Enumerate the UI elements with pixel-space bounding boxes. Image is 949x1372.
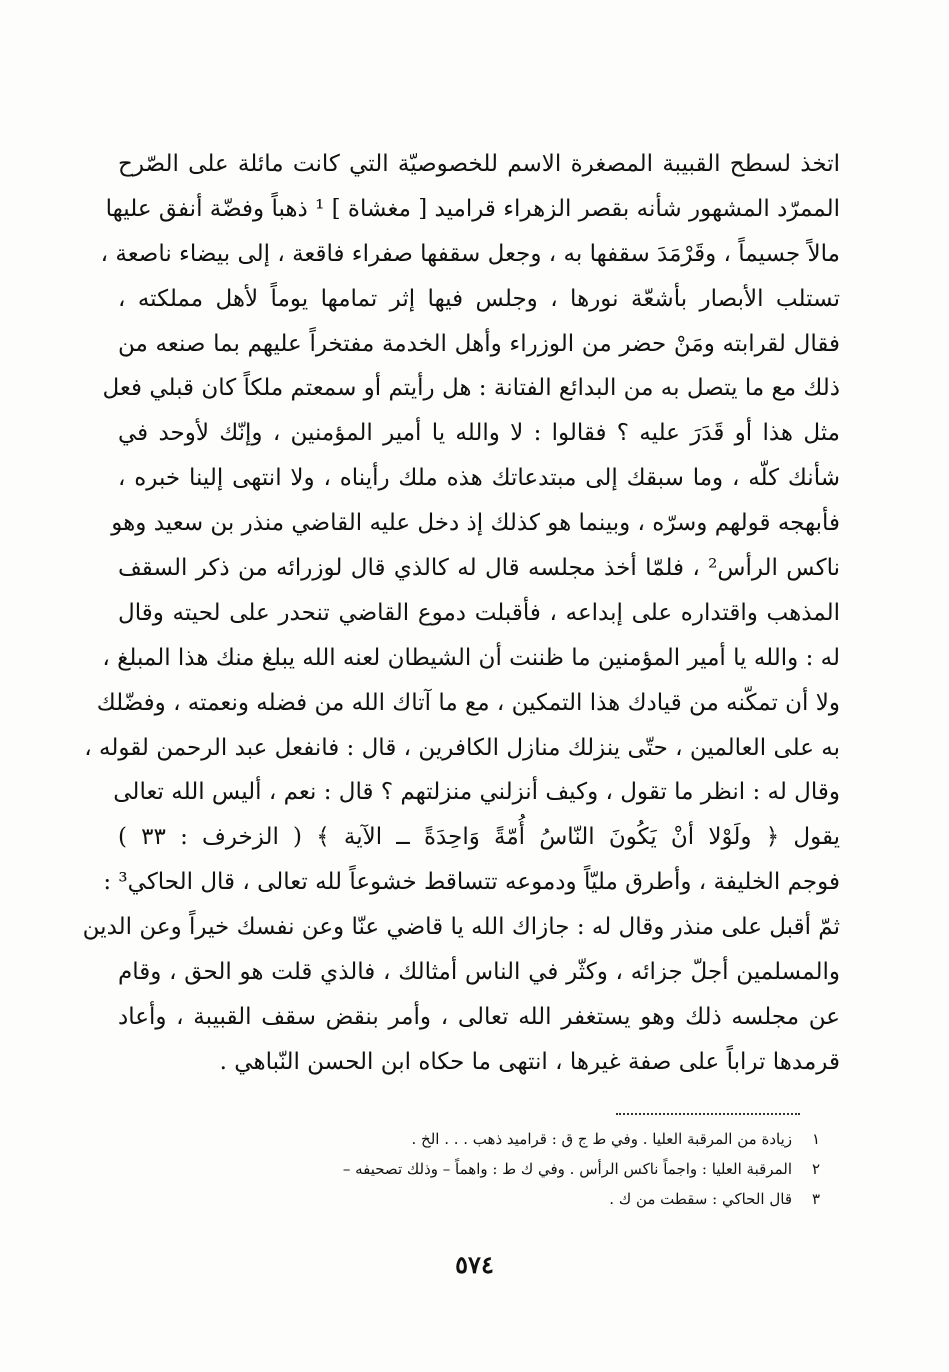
footnote-number: ٣: [811, 1190, 820, 1208]
main-text-block: [82, 142, 840, 1085]
footnote-item: [300, 1154, 820, 1184]
text-line: عن مجلسه ذلك وهو يستغفر الله تعالى ، وأمر بنقض سقف القبيبة ، وأعاد: [118, 1003, 840, 1030]
text-line: المذهب واقتداره على إبداعه ، فأقبلت دموع القاضي تنحدر على لحيته وقال: [118, 599, 840, 626]
footnote-item: [300, 1184, 820, 1214]
text-line: ذلك مع ما يتصل به من البدائع الفتانة : هل رأيتم أو سمعتم ملكاً كان قبلي فعل: [102, 375, 840, 402]
text-line: والمسلمين أجلّ جزائه ، وكثّر في الناس أمثالك ، فالذي قلت هو الحق ، وقام: [118, 959, 840, 986]
footnote-number: ١: [811, 1130, 820, 1148]
text-line: الممرّد المشهور شأنه بقصر الزهراء قراميد [ مغشاة ] ¹ ذهباً وفضّة أنفق عليها: [105, 195, 840, 222]
text-line: ثمّ أقبل على منذر وقال له : جازاك الله يا قاضي عنّا وعن نفسك خيراً وعن الدين: [82, 914, 840, 941]
footnote-number: ٢: [811, 1160, 820, 1178]
footnote-separator: [616, 1113, 800, 1115]
text-line: فأبهجه قولهم وسرّه ، وبينما هو كذلك إذ دخل عليه القاضي منذر بن سعيد وهو: [111, 510, 840, 537]
footnote-text: قال الحاكي : سقطت من ك .: [609, 1190, 792, 1208]
text-line: فقال لقرابته ومَنْ حضر من الوزراء وأهل الخدمة مفتخراً عليهم بما صنعه من: [118, 330, 840, 357]
text-line: قرمدها تراباً على صفة غيرها ، انتهى ما حكاه ابن الحسن النّباهي .: [219, 1048, 840, 1075]
page-number: ٥٧٤: [455, 1250, 494, 1279]
text-line: له : والله يا أمير المؤمنين ما ظننت أن الشيطان لعنه الله يبلغ منك هذا المبلغ ،: [102, 644, 840, 671]
text-line: وقال له : انظر ما تقول ، وكيف أنزلني منزلتهم ؟ قال : نعم ، أليس الله تعالى: [113, 779, 840, 806]
text-line: ناكس الرأس² ، فلمّا أخذ مجلسه قال له كالذي قال لوزرائه من ذكر السقف: [118, 555, 840, 582]
footnotes-block: [300, 1124, 820, 1214]
text-line: شأنك كلّه ، وما سبقك إلى مبتدعاتك هذه ملك رأيناه ، ولا انتهى إلينا خبره ،: [118, 465, 840, 492]
text-line: اتخذ لسطح القبيبة المصغرة الاسم للخصوصيّة التي كانت مائلة على الصّرح: [118, 151, 840, 177]
footnote-text: زيادة من المرقبة العليا . وفي ط ج ق : قراميد ذهب . . . الخ .: [411, 1130, 792, 1148]
text-line: به على العالمين ، حتّى ينزلك منازل الكافرين ، قال : فانفعل عبد الرحمن لقوله ،: [84, 734, 840, 761]
text-line: مالاً جسيماً ، وقَرْمَدَ سقفها به ، وجعل سقفها صفراء فاقعة ، إلى بيضاء ناصعة ،: [100, 240, 840, 267]
footnote-item: [300, 1124, 820, 1154]
text-line: فوجم الخليفة ، وأطرق مليّاً ودموعه تتساقط خشوعاً لله تعالى ، قال الحاكي³ :: [103, 869, 840, 896]
footnote-text: المرقبة العليا : واجماً ناكس الرأس . وفي ك ط : واهماً – وذلك تصحيفه –: [342, 1160, 792, 1178]
text-line: تستلب الأبصار بأشعّة نورها ، وجلس فيها إثر تمامها يوماً لأهل مملكته ،: [118, 285, 840, 312]
text-line: ولا أن تمكّنه من قيادك هذا التمكين ، مع ما آتاك الله من فضله ونعمته ، وفضّلك: [96, 689, 840, 716]
text-line: مثل هذا أو قَدَرَ عليه ؟ فقالوا : لا والله يا أمير المؤمنين ، وإنّك لأوحد في: [118, 420, 840, 447]
text-line: يقول ﴿ ولَوْلا أنْ يَكُونَ النّاسُ أُمّةً وَاحِدَةً ــ الآية ﴾ ( الزخرف : ٣٣ ): [118, 824, 840, 851]
